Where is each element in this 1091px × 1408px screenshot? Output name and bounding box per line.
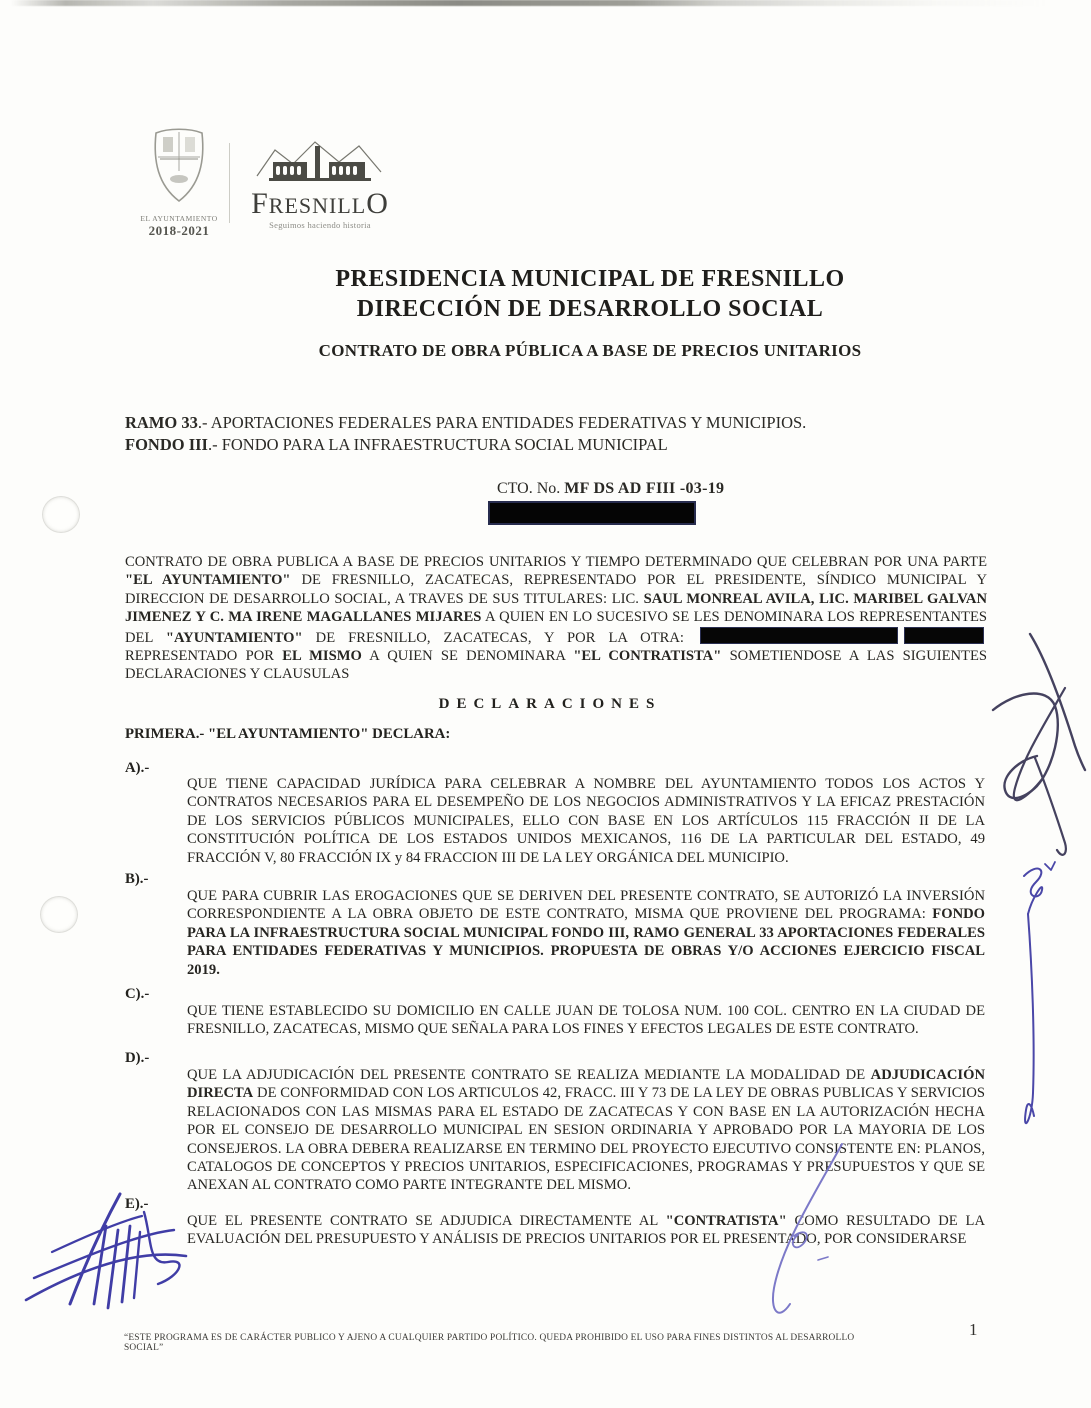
- item-body-c: QUE TIENE ESTABLECIDO SU DOMICILIO EN CALLE JUAN DE TOLOSA NUM. 100 COL. CENTRO EN LA CIUDAD DE FRESNILLO, ZACATECAS, MISMO QUE SEÑALA PARA LOS FINES Y EFECTOS LEGALES DE ESTE CONTRATO.: [187, 1003, 985, 1038]
- item-body-e: QUE EL PRESENTE CONTRATO SE ADJUDICA DIRECTAMENTE AL "CONTRATISTA" COMO RESULTADO DE LA EVALUACIÓN DEL PRESUPUESTO Y ANÁLISIS DE PRECIOS UNITARIOS POR EL PRESENTADO, POR CONSIDERARSE: [187, 1213, 985, 1248]
- item-label-d: D).-: [125, 1050, 150, 1066]
- ramo-line: RAMO 33.- APORTACIONES FEDERALES PARA ENTIDADES FEDERATIVAS Y MUNICIPIOS.: [125, 413, 807, 432]
- title-line1: PRESIDENCIA MUNICIPAL DE FRESNILLO: [335, 266, 845, 292]
- item-body-d: QUE LA ADJUDICACIÓN DEL PRESENTE CONTRATO SE REALIZA MEDIANTE LA MODALIDAD DE ADJUDICACIÓN DIRECTA DE CONFORMIDAD CON LOS ARTICULOS 42, FRACC. III Y 73 DE LA LEY DE OBRAS PUBLICAS Y SERVICIOS RELACIONADOS CON LAS MISMAS PARA EL ESTADO DE ZACATECAS Y CON BASE EN LA AUTORIZACIÓN HECHA POR EL CONSEJO DE DESARROLLO MUNICIPAL EN SESION ORDINARIA Y APROBADO POR LA MAYORIA DE LOS CONSEJEROS. LA OBRA DEBERA REALIZARSE EN TERMINO DEL PROYECTO EJECUTIVO CONSISTENTE EN: PLANOS, CATALOGOS DE CONCEPTOS Y PRECIOS UNITARIOS, ESPECIFICACIONES, PROGRAMAS Y PRESUPUESTOS Y QUE SE ANEXAN AL CONTRATO COMO PARTE INTEGRANTE DEL MISMO.: [187, 1067, 985, 1194]
- contract-number: MF DS AD FIII -03-19: [564, 480, 725, 497]
- coat-of-arms-icon: [150, 127, 208, 207]
- crest-caption: EL AYUNTAMIENTO: [140, 214, 218, 223]
- declaraciones-heading: DECLARACIONES: [438, 696, 662, 712]
- fresnillo-skyline-icon: [255, 136, 385, 184]
- signature-rubric-right: [982, 858, 1082, 1153]
- signature-top-right: [975, 628, 1087, 873]
- item-label-c: C).-: [125, 986, 150, 1002]
- item-body-b: QUE PARA CUBRIR LAS EROGACIONES QUE SE DERIVEN DEL PRESENTE CONTRATO, SE AUTORIZÓ LA INVERSIÓN CORRESPONDIENTE A LA OBRA OBJETO DE ESTE CONTRATO, MISMA QUE PROVIENE DEL PROGRAMA: FONDO PARA LA INFRAESTRUCTURA SOCIAL MUNICIPAL FONDO III, RAMO GENERAL 33 APORTACIONES FEDERALES PARA ENTIDADES FEDERATIVAS Y MUNICIPIOS. PROPUESTA DE OBRAS Y/O ACCIONES EJERCICIO FISCAL 2019.: [187, 888, 985, 978]
- primera-heading: PRIMERA.- "EL AYUNTAMIENTO" DECLARA:: [125, 726, 451, 742]
- scan-artifact-top: [0, 0, 1091, 6]
- item-label-e: E).-: [125, 1196, 149, 1212]
- document-title: [90, 264, 1090, 324]
- page-number: 1: [969, 1320, 978, 1339]
- crest-years: 2018-2021: [148, 223, 210, 238]
- hole-punch-bottom: [40, 896, 78, 933]
- municipal-crest: [136, 127, 222, 239]
- document-subtitle: CONTRATO DE OBRA PÚBLICA A BASE DE PRECIOS UNITARIOS: [318, 341, 862, 360]
- hole-punch-top: [42, 496, 80, 533]
- logo-divider: [229, 143, 230, 223]
- intro-paragraph: CONTRATO DE OBRA PUBLICA A BASE DE PRECIOS UNITARIOS Y TIEMPO DETERMINADO QUE CELEBRAN POR UNA PARTE "EL AYUNTAMIENTO" DE FRESNILLO, ZACATECAS, REPRESENTADO POR EL PRESIDENTE, SÍNDICO MUNICIPAL Y DIRECCION DE DESARROLLO SOCIAL, A TRAVES DE SUS TITULARES: LIC. SAUL MONREAL AVILA, LIC. MARIBEL GALVAN JIMENEZ Y C. MA IRENE MAGALLANES MIJARES A QUIEN EN LO SUCESIVO SE LES DENOMINARA LOS REPRESENTANTES DEL "AYUNTAMIENTO" DE FRESNILLO, ZACATECAS, Y POR LA OTRA: REPRESENTADO POR EL MISMO A QUIEN SE DENOMINARA "EL CONTRATISTA" SOMETIENDOSE A LAS SIGUIENTES DECLARACIONES Y CLAUSULAS: [125, 554, 988, 683]
- item-label-a: A).-: [125, 760, 150, 776]
- title-line2: DIRECCIÓN DE DESARROLLO SOCIAL: [356, 296, 824, 322]
- redaction-bar-inline: [700, 627, 898, 644]
- item-label-b: B).-: [125, 871, 149, 887]
- brand-wordmark: FRESNILLO: [251, 187, 389, 220]
- footer-disclaimer: “ESTE PROGRAMA ES DE CARÁCTER PUBLICO Y AJENO A CUALQUIER PARTIDO POLÍTICO. QUEDA PROHIBIDO EL USO PARA FINES DISTINTOS AL DESARROLLO SOCIAL”: [124, 1333, 855, 1353]
- contract-number-line: CTO. No. MF DS AD FIII -03-19: [497, 480, 725, 497]
- signature-bottom-left: [22, 1182, 214, 1312]
- ramo-fondo-block: [125, 412, 1005, 456]
- redaction-bar-inline: [904, 627, 984, 644]
- fondo-line: FONDO III.- FONDO PARA LA INFRAESTRUCTURA SOCIAL MUNICIPAL: [125, 435, 668, 454]
- redaction-bar-contract: [488, 501, 696, 525]
- fresnillo-logo: [240, 136, 400, 230]
- item-body-a: QUE TIENE CAPACIDAD JURÍDICA PARA CELEBRAR A NOMBRE DEL AYUNTAMIENTO TODOS LOS ACTOS Y CONTRATOS NECESARIOS PARA EL DESEMPEÑO DE LOS NEGOCIOS ADMINISTRATIVOS Y LA EFICAZ PRESTACIÓN DE LOS SERVICIOS PÚBLICOS MUNICIPALES, ELLO CON BASE EN LOS ARTÍCULOS 115 FRACCIÓN II DE LA CONSTITUCIÓN POLÍTICA DE LOS ESTADOS UNIDOS MEXICANOS, 116 DE LA PARTICULAR DEL ESTADO, 49 FRACCIÓN V, 80 FRACCIÓN IX y 84 FRACCION III DE LA LEY ORGÁNICA DEL MUNICIPIO.: [187, 776, 985, 866]
- brand-tagline: Seguimos haciendo historia: [269, 220, 371, 230]
